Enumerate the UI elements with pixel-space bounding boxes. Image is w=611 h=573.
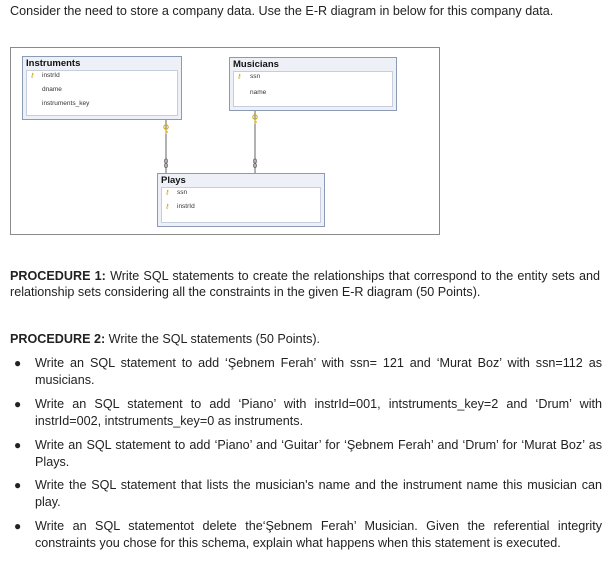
list-item-text: Write the SQL statement that lists the musician's name and the instrument name this musician can play. <box>35 478 602 509</box>
list-item-text: Write an SQL statement to add ‘Piano’ with instrId=001, intstruments_key=2 and ‘Drum’ with instrId=002, intstruments_key=0 as instruments. <box>35 397 602 428</box>
list-item <box>14 396 602 429</box>
procedure-2 <box>10 331 320 347</box>
list-item <box>14 518 602 551</box>
primary-key-icon: ⚷ <box>30 73 35 79</box>
instruments-table <box>22 56 182 120</box>
bullet-icon: ● <box>14 397 22 411</box>
bullet-icon: ● <box>14 438 22 452</box>
plays-field-instrid: instrId <box>177 203 195 210</box>
plays-field-ssn: ssn <box>177 189 188 196</box>
musicians-table <box>229 57 397 111</box>
musicians-table-title: Musicians <box>233 59 279 70</box>
list-item <box>14 355 602 388</box>
bullet-icon: ● <box>14 478 22 492</box>
musicians-field-ssn: ssn <box>250 73 261 80</box>
plays-table-title: Plays <box>161 175 186 186</box>
plays-table <box>157 173 325 227</box>
procedure-2-label: PROCEDURE 2: <box>10 332 106 346</box>
er-diagram <box>10 47 440 235</box>
primary-key-icon: ⚷ <box>165 190 170 196</box>
bullet-icon: ● <box>14 519 22 533</box>
procedure-1-text: Write SQL statements to create the relationships that correspond to the entity sets and relationship sets considering all the constraints in the given E-R diagram (50 Points). <box>10 269 601 299</box>
musicians-field-name: name <box>250 89 267 96</box>
procedure-2-text: Write the SQL statements (50 Points). <box>105 332 321 346</box>
instruments-field-dname: dname <box>42 86 62 93</box>
primary-key-icon: ⚷ <box>165 204 170 210</box>
list-item-text: Write an SQL statement to add ‘Piano’ and ‘Guitar’ for ‘Şebnem Ferah’ and ‘Drum’ for ‘Murat Boz’ as Plays. <box>35 438 602 469</box>
list-item-text: Write an SQL statement to add ‘Şebnem Ferah’ with ssn= 121 and ‘Murat Boz’ with ssn=112 as musicians. <box>35 356 602 387</box>
list-item-text: Write an SQL statementot delete the‘Şebnem Ferah’ Musician. Given the referential integrity constraints you chose for this schema, explain what happens when this statement is executed. <box>35 519 602 550</box>
intro-text: Consider the need to store a company data. Use the E-R diagram in below for this company data. <box>10 4 554 18</box>
list-item <box>14 477 602 510</box>
instruments-field-instrid: instrId <box>42 72 60 79</box>
instruments-field-key: instruments_key <box>42 100 90 107</box>
procedure-1 <box>10 268 600 300</box>
primary-key-icon: ⚷ <box>237 74 242 80</box>
instruments-table-title: Instruments <box>26 58 81 69</box>
bullet-icon: ● <box>14 356 22 370</box>
list-item <box>14 437 602 470</box>
procedure-1-label: PROCEDURE 1: <box>10 269 106 283</box>
